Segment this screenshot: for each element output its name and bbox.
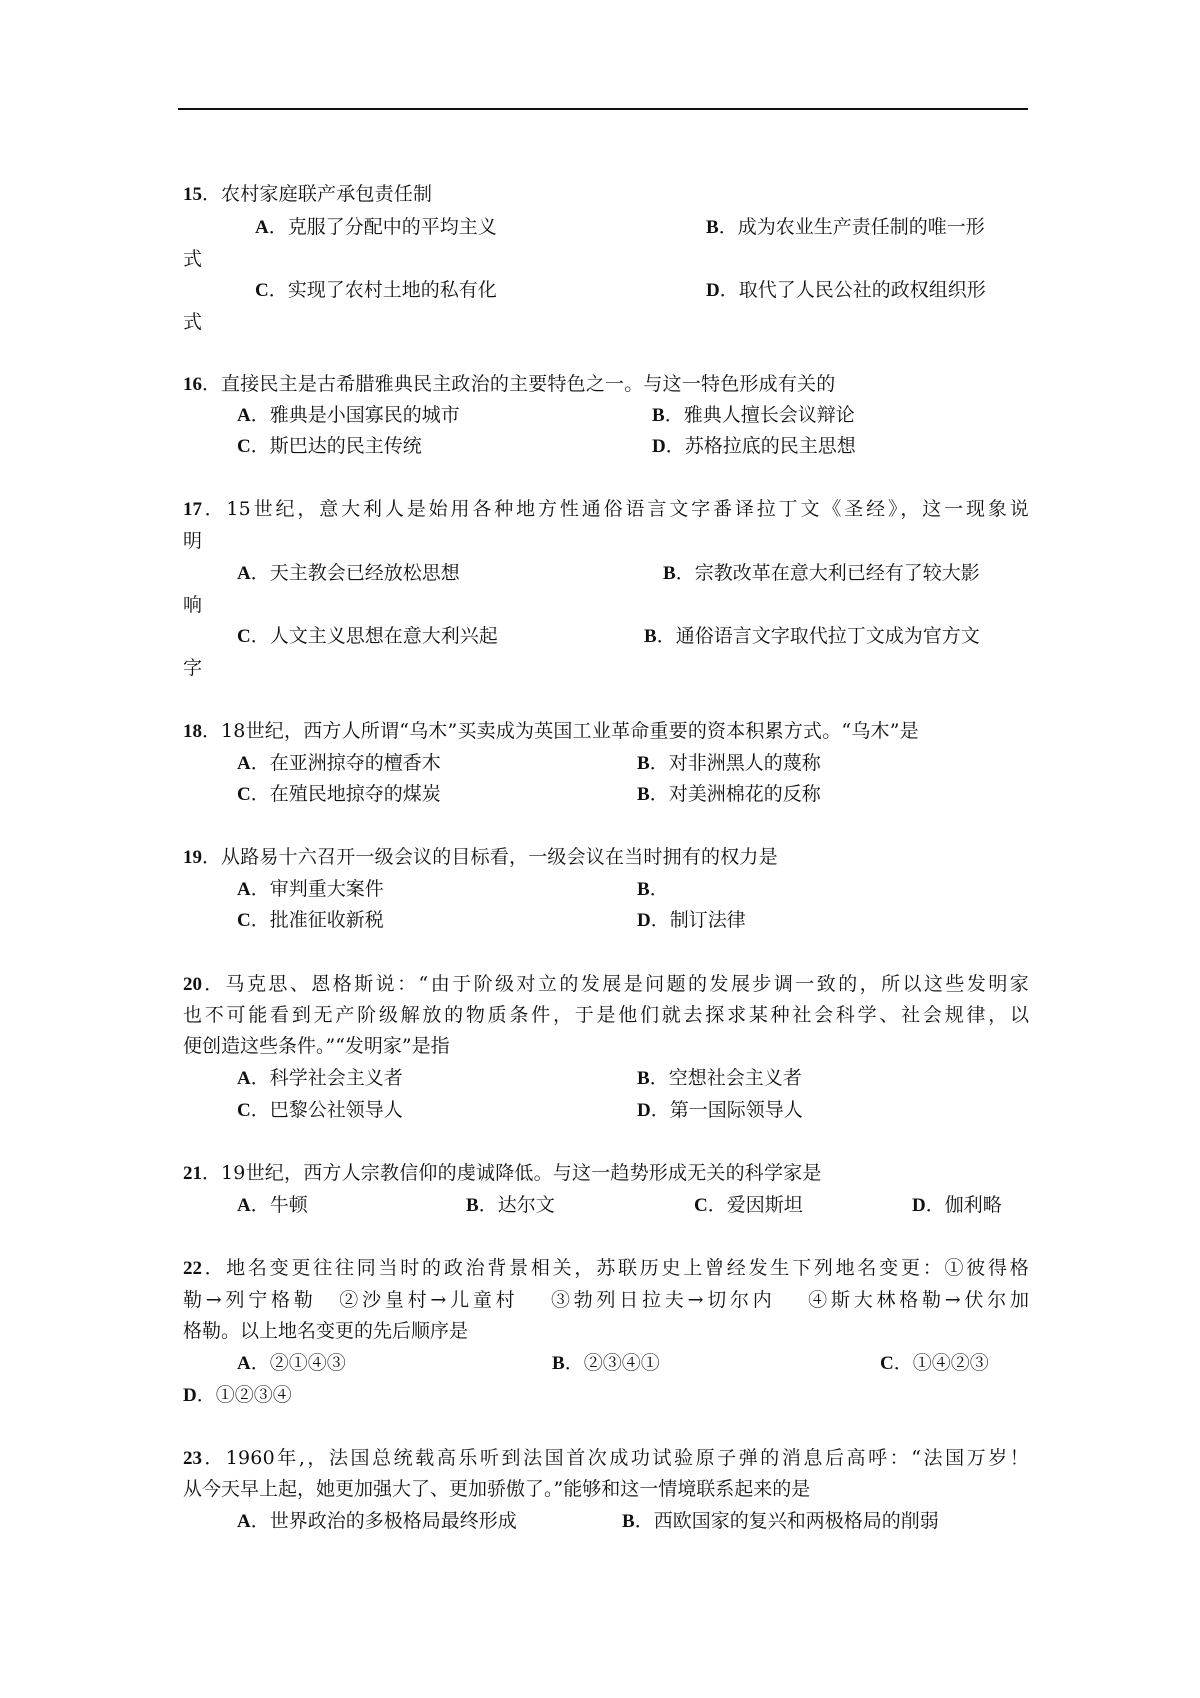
option-17-b-wrap: 响 [183, 594, 203, 616]
option-22-b[interactable]: B．②③④① [552, 1352, 660, 1374]
option-18-b[interactable]: B．对非洲黑人的蔑称 [637, 752, 821, 774]
option-18-d[interactable]: B．对美洲棉花的反称 [637, 783, 821, 805]
option-15-b[interactable]: B．成为农业生产责任制的唯一形 [706, 216, 985, 238]
question-21-stem: 21．19世纪，西方人宗教信仰的虔诚降低。与这一趋势形成无关的科学家是 [183, 1162, 822, 1184]
option-15-b-wrap: 式 [183, 248, 203, 270]
option-19-a[interactable]: A．审判重大案件 [237, 878, 384, 900]
option-21-d[interactable]: D．伽利略 [912, 1194, 1002, 1216]
option-15-a[interactable]: A．克服了分配中的平均主义 [255, 216, 497, 238]
option-16-b[interactable]: B．雅典人擅长会议辩论 [652, 404, 855, 426]
option-16-d[interactable]: D．苏格拉底的民主思想 [652, 435, 856, 457]
option-22-c[interactable]: C．①④②③ [880, 1352, 989, 1374]
option-20-a[interactable]: A．科学社会主义者 [237, 1067, 403, 1089]
option-15-d[interactable]: D．取代了人民公社的政权组织形 [706, 279, 986, 301]
question-number: 15 [183, 184, 202, 205]
option-17-d[interactable]: B．通俗语言文字取代拉丁文成为官方文 [644, 625, 980, 647]
question-17-stem-wrap: 明 [183, 530, 203, 552]
option-16-c[interactable]: C．斯巴达的民主传统 [237, 435, 422, 457]
option-19-b[interactable]: B． [637, 878, 669, 900]
question-number: 21 [183, 1163, 202, 1184]
option-21-a[interactable]: A．牛顿 [237, 1194, 308, 1216]
question-number: 17 [183, 499, 202, 520]
option-17-a[interactable]: A．天主教会已经放松思想 [237, 562, 460, 584]
option-16-a[interactable]: A．雅典是小国寡民的城市 [237, 404, 460, 426]
question-22-stem-line2: 勒→列宁格勒 ②沙皇村→儿童村 ③勃列日拉夫→切尔内 ④斯大林格勒→伏尔加 [183, 1289, 1029, 1311]
question-number: 19 [183, 847, 202, 868]
question-20-stem-line2: 也不可能看到无产阶级解放的物质条件，于是他们就去探求某种社会科学、社会规律，以 [183, 1004, 1029, 1026]
option-17-d-wrap: 字 [183, 657, 203, 679]
option-19-c[interactable]: C．批准征收新税 [237, 909, 384, 931]
question-number: 16 [183, 374, 202, 395]
option-17-b[interactable]: B．宗教改革在意大利已经有了较大影 [663, 562, 980, 584]
option-22-a[interactable]: A．②①④③ [237, 1352, 346, 1374]
question-17-stem: 17．15世纪，意大利人是始用各种地方性通俗语言文字番译拉丁文《圣经》，这一现象说 [183, 498, 1029, 520]
header-rule [178, 108, 1028, 110]
option-18-c[interactable]: C．在殖民地掠夺的煤炭 [237, 783, 441, 805]
question-15-stem: 15．农村家庭联产承包责任制 [183, 183, 433, 205]
option-21-b[interactable]: B．达尔文 [466, 1194, 555, 1216]
option-15-d-wrap: 式 [183, 311, 203, 333]
option-20-b[interactable]: B．空想社会主义者 [637, 1067, 802, 1089]
question-23-stem: 23．1960年,，法国总统载高乐听到法国首次成功试验原子弹的消息后高呼：“法国万岁！ [183, 1447, 1029, 1469]
question-16-stem: 16．直接民主是古希腊雅典民主政治的主要特色之一。与这一特色形成有关的 [183, 373, 836, 395]
option-20-c[interactable]: C．巴黎公社领导人 [237, 1099, 403, 1121]
question-22-stem-line3: 格勒。以上地名变更的先后顺序是 [183, 1320, 469, 1342]
question-number: 22 [183, 1258, 202, 1279]
question-number: 18 [183, 721, 202, 742]
question-23-stem-line2: 从今天早上起，她更加强大了、更加骄傲了。”能够和这一情境联系起来的是 [183, 1478, 811, 1500]
question-20-stem-line3: 便创造这些条件。”“发明家”是指 [183, 1035, 450, 1057]
option-21-c[interactable]: C．爱因斯坦 [694, 1194, 803, 1216]
option-20-d[interactable]: D．第一国际领导人 [637, 1099, 803, 1121]
question-20-stem: 20．马克思、恩格斯说：“由于阶级对立的发展是问题的发展步调一致的，所以这些发明家 [183, 973, 1029, 995]
option-22-d[interactable]: D．①②③④ [183, 1384, 292, 1406]
question-22-stem: 22．地名变更往往同当时的政治背景相关，苏联历史上曾经发生下列地名变更：①彼得格 [183, 1257, 1029, 1279]
option-23-a[interactable]: A．世界政治的多极格局最终形成 [237, 1510, 517, 1532]
option-15-c[interactable]: C．实现了农村土地的私有化 [255, 279, 497, 301]
option-19-d[interactable]: D．制订法律 [637, 909, 746, 931]
option-23-b[interactable]: B．西欧国家的复兴和两极格局的削弱 [622, 1510, 939, 1532]
question-18-stem: 18．18世纪，西方人所谓“乌木”买卖成为英国工业革命重要的资本积累方式。“乌木”是 [183, 720, 919, 742]
question-number: 20 [183, 974, 202, 995]
option-18-a[interactable]: A．在亚洲掠夺的檀香木 [237, 752, 441, 774]
question-19-stem: 19．从路易十六召开一级会议的目标看，一级会议在当时拥有的权力是 [183, 846, 778, 868]
option-17-c[interactable]: C．人文主义思想在意大利兴起 [237, 625, 498, 647]
question-number: 23 [183, 1448, 202, 1469]
